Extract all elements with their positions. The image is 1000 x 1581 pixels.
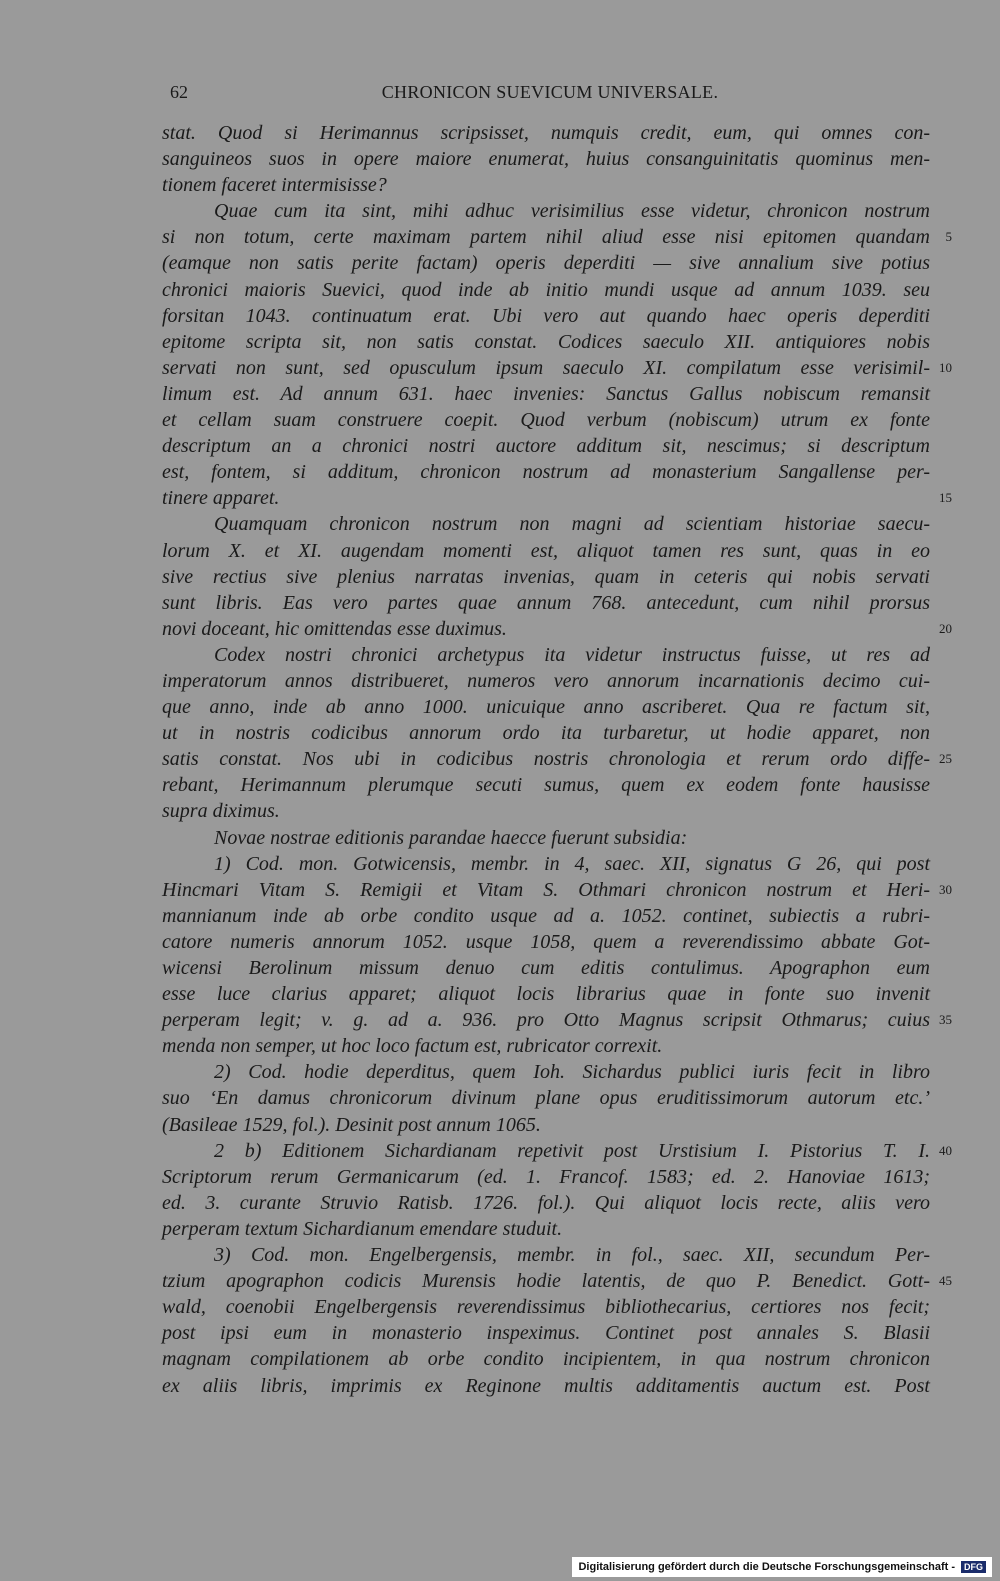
line-text: mannianum inde ab orbe condito usque ad a. 1052. continet, subiectis a rubri-	[162, 904, 930, 927]
line-text: ut in nostris codicibus annorum ordo ita turbaretur, ut hodie apparet, non	[162, 722, 930, 745]
line-text: est, fontem, si additum, chronicon nostrum ad monasterium Sangallense per-	[162, 461, 930, 484]
line-text: (eamque non satis perite factam) operis deperditi — sive annalium sive potius	[162, 252, 930, 275]
line-text: et cellam suam construere coepit. Quod verbum (nobiscum) utrum ex fonte	[162, 409, 930, 432]
text-line	[162, 1007, 952, 1033]
line-number: 15	[939, 490, 952, 506]
line-text: perperam textum Sichardianum emendare studuit.	[162, 1217, 563, 1240]
line-text: tinere apparet.	[162, 487, 280, 510]
line-text: sanguineos suos in opere maiore enumerat, huius consanguinitatis quominus men-	[162, 148, 930, 171]
text-line	[162, 720, 930, 746]
text-line	[162, 1033, 930, 1059]
text-line	[162, 172, 930, 198]
line-text: Codex nostri chronici archetypus ita videtur instructus fuisse, ut res ad	[214, 643, 930, 666]
text-line	[162, 1373, 930, 1399]
text-line	[162, 564, 930, 590]
line-number: 25	[939, 751, 952, 767]
line-number: 40	[939, 1142, 952, 1158]
line-text: catore numeris annorum 1052. usque 1058, quem a reverendissimo abbate Got-	[162, 930, 930, 953]
line-text: esse luce clarius apparet; aliquot locis librarius quae in fonte suo invenit	[162, 983, 930, 1006]
text-line	[162, 250, 930, 276]
line-text: Quae cum ita sint, mihi adhuc verisimilius esse videtur, chronicon nostrum	[214, 200, 930, 223]
text-line	[162, 1216, 930, 1242]
text-line	[162, 1164, 930, 1190]
text-line	[162, 120, 930, 146]
line-text: menda non semper, ut hoc loco factum est, rubricator correxit.	[162, 1035, 663, 1058]
line-text: magnam compilationem ab orbe condito incipientem, in qua nostrum chronicon	[162, 1348, 930, 1371]
text-line	[162, 798, 930, 824]
text-line	[162, 198, 930, 224]
line-text: post ipsi eum in monasterio inspeximus. Continet post annales S. Blasii	[162, 1322, 930, 1345]
line-text: descriptum an a chronici nostri auctore additum sit, nescimus; si descriptum	[162, 435, 930, 458]
text-line	[162, 616, 952, 642]
dfg-logo-icon: DFG	[961, 1561, 986, 1573]
line-number: 45	[939, 1273, 952, 1289]
text-line	[162, 1242, 930, 1268]
text-line	[162, 825, 930, 851]
line-number: 30	[939, 881, 952, 897]
text-line	[162, 146, 930, 172]
line-text: novi doceant, hic omittendas esse duximus.	[162, 617, 507, 640]
line-text: wald, coenobii Engelbergensis reverendissimus bibliothecarius, certiores nos fecit;	[162, 1296, 930, 1319]
line-text: tionem faceret intermisisse?	[162, 174, 387, 197]
line-text: forsitan 1043. continuatum erat. Ubi vero aut quando haec operis deperditi	[162, 304, 930, 327]
line-text: si non totum, certe maximam partem nihil aliud esse nisi epitomen quandam	[162, 226, 930, 249]
line-text: lorum X. et XI. augendam momenti est, aliquot tamen res sunt, quas in eo	[162, 539, 930, 562]
line-text: Quamquam chronicon nostrum non magni ad scientiam historiae saecu-	[214, 513, 930, 536]
footer-credit: Digitalisierung gefördert durch die Deutsche Forschungsgemeinschaft -	[578, 1561, 955, 1573]
text-line	[162, 329, 930, 355]
text-line	[162, 851, 930, 877]
line-text: epitome scripta sit, non satis constat. Codices saeculo XII. antiquiores nobis	[162, 330, 930, 353]
line-text: limum est. Ad annum 631. haec invenies: Sanctus Gallus nobiscum remansit	[162, 382, 930, 405]
line-text: sunt libris. Eas vero partes quae annum 768. antecedunt, cum nihil prorsus	[162, 591, 930, 614]
text-line	[162, 929, 930, 955]
text-line	[162, 955, 930, 981]
text-line	[162, 303, 930, 329]
text-line	[162, 746, 952, 772]
text-line	[162, 355, 952, 381]
line-text: 2) Cod. hodie deperditus, quem Ioh. Sichardus publici iuris fecit in libro	[214, 1061, 930, 1084]
page-number: 62	[170, 82, 188, 102]
text-line	[162, 590, 930, 616]
line-text: Novae nostrae editionis parandae haecce fuerunt subsidia:	[214, 826, 688, 849]
line-text: suo ‘En damus chronicorum divinum plane opus eruditissimorum autorum etc.’	[162, 1087, 930, 1110]
line-text: stat. Quod si Herimannus scripsisset, numquis credit, eum, qui omnes con-	[162, 122, 930, 144]
text-line	[162, 668, 930, 694]
line-text: satis constat. Nos ubi in codicibus nostris chronologia et rerum ordo diffe-	[162, 748, 930, 771]
text-line	[162, 381, 930, 407]
line-number: 5	[945, 229, 952, 245]
text-line	[162, 485, 952, 511]
line-text: Scriptorum rerum Germanicarum (ed. 1. Francof. 1583; ed. 2. Hanoviae 1613;	[162, 1165, 930, 1188]
line-text: Hincmari Vitam S. Remigii et Vitam S. Othmari chronicon nostrum et Heri-	[162, 878, 930, 901]
text-line	[162, 1085, 930, 1111]
text-line	[162, 981, 930, 1007]
text-line	[162, 1112, 930, 1138]
text-line	[162, 1138, 952, 1164]
text-line	[162, 1190, 930, 1216]
text-line	[162, 1294, 930, 1320]
text-line	[162, 1346, 930, 1372]
line-text: tzium apographon codicis Murensis hodie latentis, de quo P. Benedict. Gott-	[162, 1270, 930, 1293]
text-line	[162, 1059, 930, 1085]
text-line	[162, 877, 952, 903]
text-line	[162, 1268, 952, 1294]
running-header	[170, 82, 930, 108]
line-text: 2 b) Editionem Sichardianam repetivit post Urstisium I. Pistorius T. I.	[214, 1139, 930, 1162]
text-line	[162, 511, 930, 537]
line-text: servati non sunt, sed opusculum ipsum saeculo XI. compilatum esse verisimil-	[162, 356, 930, 379]
line-text: 1) Cod. mon. Gotwicensis, membr. in 4, saec. XII, signatus G 26, qui post	[214, 852, 930, 875]
text-line	[162, 277, 930, 303]
line-text: ex aliis libris, imprimis ex Reginone multis additamentis auctum est. Post	[162, 1374, 930, 1397]
text-line	[162, 1320, 930, 1346]
text-line	[162, 903, 930, 929]
line-text: imperatorum annos distribueret, numeros vero annorum incarnationis decimo cui-	[162, 669, 930, 692]
text-line	[162, 459, 930, 485]
line-text: sive rectius sive plenius narratas invenias, quam in ceteris qui nobis servati	[162, 565, 930, 588]
text-line	[162, 642, 930, 668]
line-text: 3) Cod. mon. Engelbergensis, membr. in fol., saec. XII, secundum Per-	[214, 1244, 930, 1267]
text-line	[162, 538, 930, 564]
text-line	[162, 694, 930, 720]
digitization-footer	[572, 1557, 992, 1577]
line-text: chronici maioris Suevici, quod inde ab initio mundi usque ad annum 1039. seu	[162, 278, 930, 301]
running-title: CHRONICON SUEVICUM UNIVERSALE.	[381, 82, 719, 102]
line-text: perperam legit; v. g. ad a. 936. pro Otto Magnus scripsit Othmarus; cuius	[162, 1009, 930, 1032]
line-text: supra diximus.	[162, 800, 280, 823]
line-text: (Basileae 1529, fol.). Desinit post annum 1065.	[162, 1113, 541, 1136]
text-line	[162, 224, 952, 250]
line-text: rebant, Herimannum plerumque secuti sumus, quem ex eodem fonte hausisse	[162, 774, 930, 797]
text-line	[162, 772, 930, 798]
line-number: 35	[939, 1012, 952, 1028]
line-number: 20	[939, 620, 952, 636]
line-text: que anno, inde ab anno 1000. unicuique anno ascriberet. Qua re factum sit,	[162, 696, 930, 719]
body-text	[162, 120, 952, 1399]
line-text: ed. 3. curante Struvio Ratisb. 1726. fol.). Qui aliquot locis recte, aliis vero	[162, 1191, 930, 1214]
text-line	[162, 407, 930, 433]
line-number: 10	[939, 359, 952, 375]
text-line	[162, 433, 930, 459]
line-text: wicensi Berolinum missum denuo cum editis contulimus. Apographon eum	[162, 957, 930, 979]
